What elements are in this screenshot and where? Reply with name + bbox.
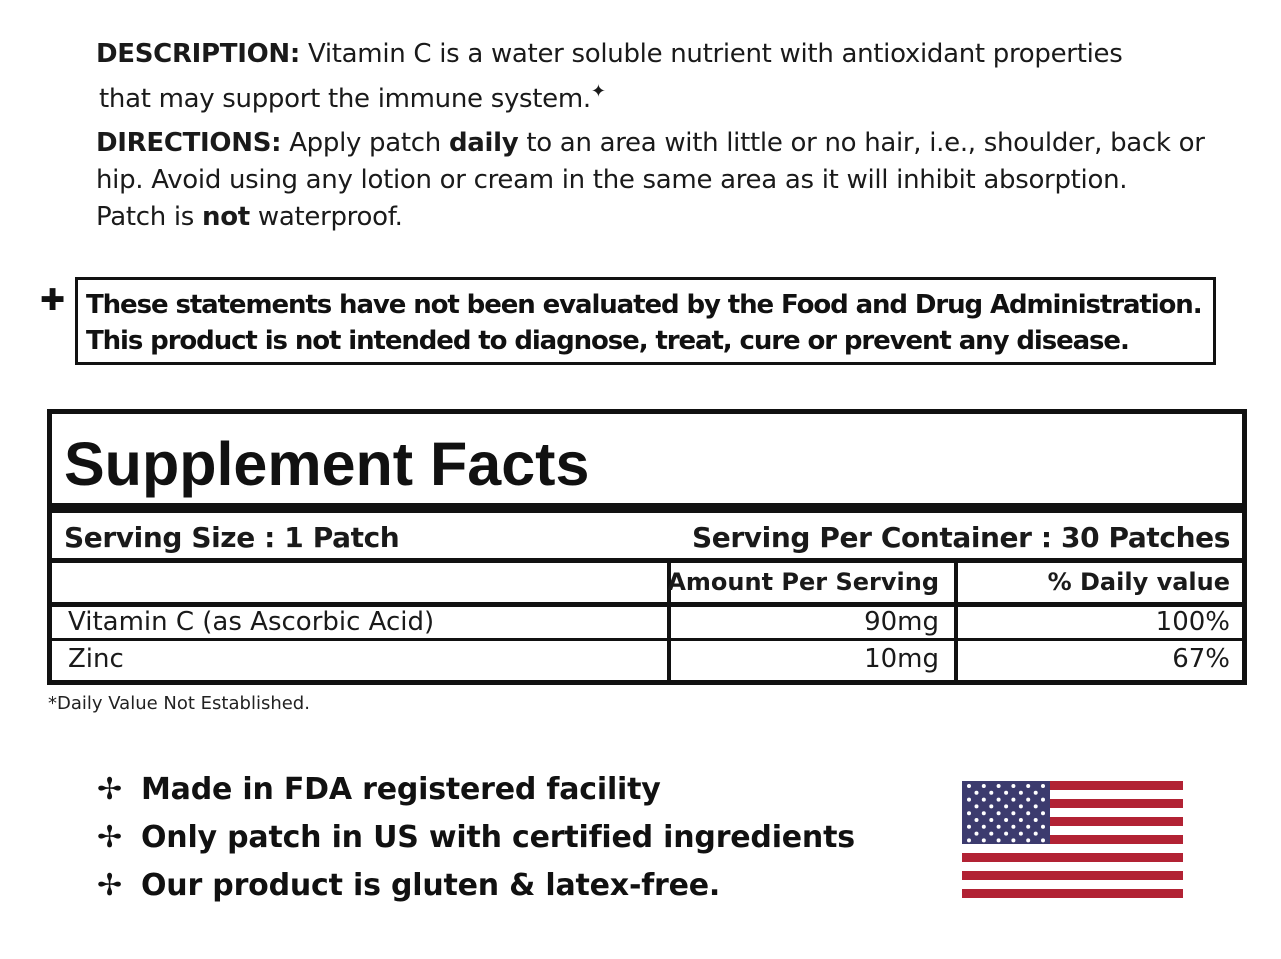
column-header-amount: Amount Per Serving	[667, 568, 939, 596]
supplement-facts-panel	[47, 409, 1247, 685]
flag-star	[989, 818, 993, 822]
flag-star	[975, 804, 979, 808]
flag-star	[1026, 811, 1030, 815]
flag-star	[1041, 825, 1045, 829]
flag-star	[1041, 811, 1045, 815]
divider	[52, 558, 1242, 563]
nutrient-amount: 90mg	[864, 607, 939, 637]
servings-per-container: Serving Per Container : 30 Patches	[692, 521, 1230, 554]
description-text-1: Vitamin C is a water soluble nutrient with antioxidant properties	[307, 39, 1123, 69]
flag-star	[1034, 818, 1038, 822]
flag-star	[997, 811, 1001, 815]
flag-star	[982, 784, 986, 788]
flag-star	[967, 825, 971, 829]
flag-star	[982, 825, 986, 829]
cross-bullet-icon: ✢	[97, 868, 123, 903]
directions-line-3	[96, 199, 1216, 236]
description-text-2: that may support the immune system.	[99, 84, 591, 114]
flag-star	[989, 791, 993, 795]
divider-thin	[52, 638, 1242, 641]
column-header-daily-value: % Daily value	[1047, 568, 1230, 596]
disclaimer-line-2: This product is not intended to diagnose, treat, cure or prevent any disease.	[86, 326, 1129, 356]
dagger-mark-icon: ✦	[590, 81, 606, 102]
disclaimer-line-1: These statements have not been evaluated by the Food and Drug Administration.	[86, 290, 1202, 320]
flag-star	[997, 784, 1001, 788]
claim-text: Made in FDA registered facility	[141, 772, 661, 807]
flag-star	[982, 798, 986, 802]
flag-star	[967, 838, 971, 842]
flag-star	[1011, 784, 1015, 788]
directions-emphasis-not: not	[202, 202, 250, 232]
nutrient-name: Vitamin C (as Ascorbic Acid)	[68, 607, 435, 637]
us-flag-icon	[962, 781, 1183, 898]
flag-star	[1041, 838, 1045, 842]
flag-stripe	[962, 871, 1183, 880]
flag-star	[1026, 784, 1030, 788]
description-line-2	[96, 73, 1216, 118]
flag-star	[975, 832, 979, 836]
flag-star	[989, 804, 993, 808]
flag-stripe	[962, 853, 1183, 862]
directions-text-1: Apply patch	[289, 128, 441, 158]
claim-item	[97, 816, 855, 860]
directions-text-2: to an area with little or no hair, i.e., shoulder, back or	[526, 128, 1205, 158]
flag-star	[975, 818, 979, 822]
flag-star	[997, 825, 1001, 829]
flag-star	[967, 784, 971, 788]
flag-star	[1019, 818, 1023, 822]
cross-bullet-icon: ✢	[97, 772, 123, 807]
daily-value-footnote: *Daily Value Not Established.	[48, 693, 310, 714]
directions-line-2	[96, 162, 1216, 199]
flag-star	[1026, 798, 1030, 802]
directions-emphasis-daily: daily	[448, 128, 519, 158]
nutrient-name: Zinc	[68, 644, 124, 674]
flag-star	[997, 798, 1001, 802]
flag-star	[1004, 832, 1008, 836]
flag-star	[1019, 832, 1023, 836]
flag-star	[982, 838, 986, 842]
flag-star	[1034, 804, 1038, 808]
divider-thick	[52, 503, 1242, 513]
claim-text: Our product is gluten & latex-free.	[141, 868, 721, 903]
flag-star	[989, 832, 993, 836]
flag-star	[1004, 804, 1008, 808]
flag-star	[1004, 818, 1008, 822]
flag-star	[1019, 804, 1023, 808]
directions-line-1	[96, 125, 1216, 162]
flag-star	[1019, 791, 1023, 795]
flag-star	[1026, 838, 1030, 842]
flag-star	[1034, 832, 1038, 836]
flag-star	[1011, 838, 1015, 842]
supplement-facts-title: Supplement Facts	[64, 430, 590, 498]
claim-item	[97, 768, 661, 812]
description-block	[96, 36, 1216, 118]
flag-star	[1011, 798, 1015, 802]
serving-size: Serving Size : 1 Patch	[64, 521, 400, 554]
disclaimer-cross-icon: ✚	[40, 283, 66, 318]
directions-label: DIRECTIONS:	[96, 128, 282, 158]
flag-star	[1026, 825, 1030, 829]
directions-text-4: Patch is	[96, 202, 195, 232]
directions-text-5: waterproof.	[257, 202, 403, 232]
column-divider	[954, 560, 958, 680]
flag-star	[1011, 825, 1015, 829]
description-label: DESCRIPTION:	[96, 39, 300, 69]
nutrient-daily-value: 100%	[1155, 607, 1230, 637]
flag-star	[997, 838, 1001, 842]
flag-star	[1034, 791, 1038, 795]
directions-block	[96, 125, 1216, 236]
flag-star	[1041, 798, 1045, 802]
fda-disclaimer-box	[75, 277, 1216, 365]
nutrient-amount: 10mg	[864, 644, 939, 674]
description-line-1	[96, 36, 1216, 73]
flag-star	[982, 811, 986, 815]
flag-star	[967, 798, 971, 802]
flag-star	[1004, 791, 1008, 795]
claim-item	[97, 864, 720, 908]
flag-star	[967, 811, 971, 815]
nutrient-daily-value: 67%	[1172, 644, 1230, 674]
flag-star	[1041, 784, 1045, 788]
flag-stripe	[962, 889, 1183, 898]
flag-star	[975, 791, 979, 795]
directions-text-3: hip. Avoid using any lotion or cream in the same area as it will inhibit absorption.	[96, 165, 1128, 195]
flag-star	[1011, 811, 1015, 815]
cross-bullet-icon: ✢	[97, 820, 123, 855]
claim-text: Only patch in US with certified ingredients	[141, 820, 855, 855]
